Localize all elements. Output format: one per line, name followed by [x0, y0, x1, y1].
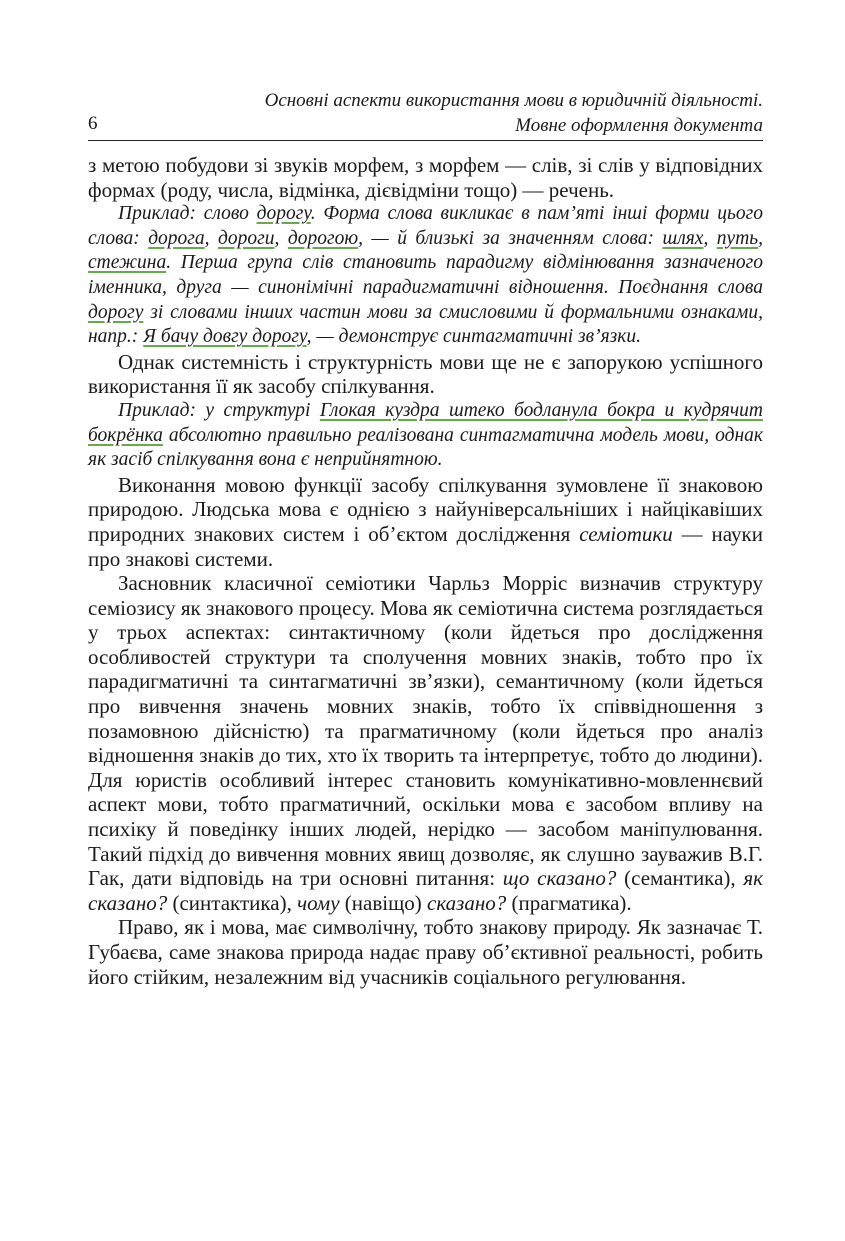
- text-run: абсолютно правильно реалізована синтагматична модель мови, однак як засіб спілкування вона є неприйнятною.: [88, 424, 763, 471]
- text-run: ,: [703, 227, 717, 249]
- text-run: (семантика),: [616, 866, 744, 891]
- text-run: , — й близькі за значенням слова:: [358, 227, 663, 249]
- italic-question: як сказано?: [88, 866, 763, 915]
- paragraph-law-symbolic: Право, як і мова, має символічну, тобто знакову природу. Як зазначає Т. Губаєва, саме знакова природа надає праву об’єктивної реальності, робить його стійким, незалежним від учасників соціального регулювання.: [88, 915, 763, 989]
- underlined-phrase: Глокая куздра штеко бодланула бокра и кудрячит бокрёнка: [88, 399, 763, 446]
- underlined-word: дорогу: [256, 203, 311, 225]
- running-head-line2: Мовне оформлення документа: [515, 115, 763, 136]
- italic-question: чому: [297, 890, 340, 915]
- underlined-word: шлях: [662, 227, 704, 249]
- text-run: ,: [204, 227, 219, 249]
- running-head: [265, 88, 763, 138]
- text-run: — науки про знакові системи.: [88, 521, 763, 571]
- paragraph-morris: [88, 571, 763, 915]
- paragraph-continuation: з метою побудови зі звуків морфем, з морфем — слів, зі слів у відповідних формах (роду, числа, відмінка, дієвідміни тощо) — речень.: [88, 153, 763, 202]
- text-run: , — демонструє синтагматичні зв’язки.: [306, 326, 642, 348]
- page-number: 6: [88, 113, 98, 134]
- underlined-word: путь: [716, 227, 759, 249]
- underlined-word: дорогу: [88, 301, 144, 323]
- body-text: [88, 153, 763, 989]
- text-run: (синтактика),: [167, 890, 298, 915]
- example-dorogu: [88, 202, 763, 350]
- text-run: ,: [758, 227, 764, 249]
- underlined-phrase: Я бачу довгу дорогу: [143, 326, 307, 348]
- term-semiotics: семіотики: [579, 521, 673, 546]
- text-run: Приклад: слово: [118, 203, 257, 225]
- italic-question: сказано?: [427, 890, 507, 915]
- text-run: . Форма слова викликає в пам’яті інші форми цього слова:: [88, 203, 764, 249]
- underlined-word: стежина: [88, 252, 167, 274]
- text-run: Приклад: у структурі: [118, 399, 320, 421]
- text-run: ,: [274, 227, 288, 249]
- text-run: Засновник класичної семіотики Чарльз Морріс визначив структуру семіозису як знакового процесу. Мова як семіотична система розглядається у трьох аспектах: синтактичному (коли йдеться про дослідження особливостей структури та сполучення мовних знаків, тобто про їх парадигматичні та синтагматичні зв’язки), семантичному (коли йдеться про вивчення значень мовних знаків, тобто їх співвідношення з позамовною дійсністю) та прагматичному (коли йдеться про аналіз відношення знаків до тих, хто їх творить та інтерпретує, тобто до людини). Для юристів особливий інтерес становить комунікативно-мовленнєвий аспект мови, тобто прагматичний, оскільки мова є засобом впливу на психіку й поведінку інших людей, нерідко — засобом маніпулювання. Такий підхід до вивчення мовних явищ дозволяє, як слушно зауважив В.Г. Гак, дати відповідь на три основні питання:: [88, 571, 763, 891]
- text-run: (прагматика).: [506, 890, 632, 915]
- running-head-line1: Основні аспекти використання мови в юридичній діяльності.: [264, 90, 763, 111]
- text-run: . Перша група слів становить парадигму відмінювання зазначеного іменника, друга — синонімічні парадигматичні відношення. Поєднання слова: [88, 252, 763, 298]
- text-run: (навіщо): [339, 890, 427, 915]
- paragraph-sign-nature: [88, 473, 763, 571]
- italic-question: що сказано?: [502, 866, 617, 891]
- text-run: Виконання мовою функції засобу спілкування зумовлене її знаковою природою. Людська мова є однією з найуніверсальніших і найцікавіших природних знакових систем і об’єктом дослідження: [88, 472, 763, 546]
- underlined-word: дороги: [218, 227, 275, 249]
- header-rule: [88, 140, 763, 141]
- underlined-word: дорогою: [287, 227, 359, 249]
- text-run: зі словами інших частин мови за смисловими й формальними ознаками, напр.:: [88, 301, 763, 348]
- example-glokaya-kuzdra: [88, 399, 763, 473]
- underlined-word: дорога: [148, 227, 205, 249]
- paragraph-systemness: Однак системність і структурність мови ще не є запорукою успішного використання її як засобу спілкування.: [88, 349, 763, 399]
